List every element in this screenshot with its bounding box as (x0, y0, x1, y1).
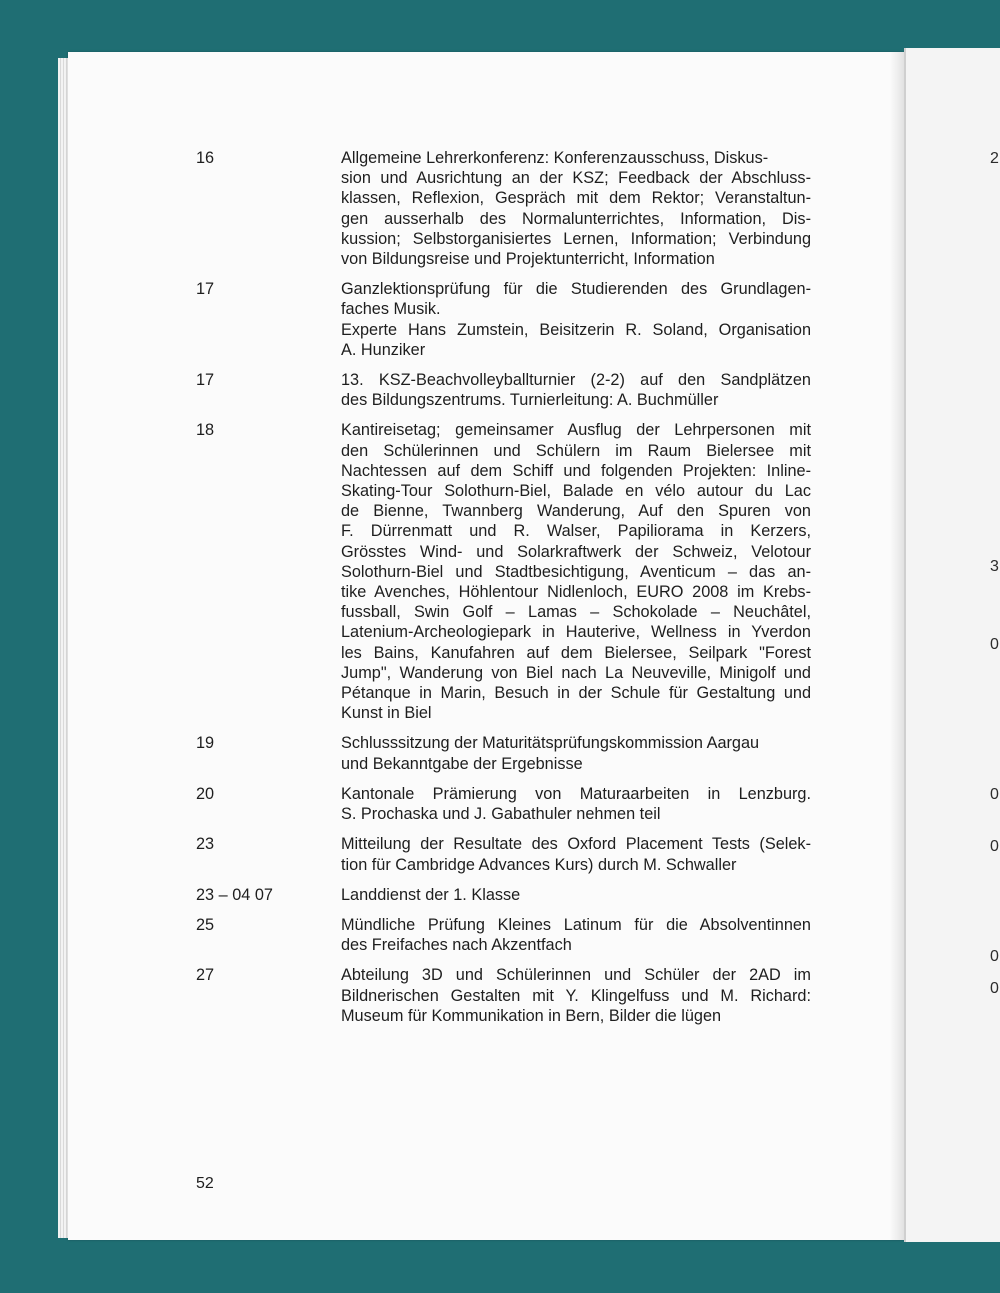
chronicle-entry (196, 420, 816, 723)
facing-page-char: 0 (990, 948, 999, 965)
entry-text (341, 784, 811, 824)
entry-text-line: Ganzlektionsprüfung für die Studierenden des Grundlagen- (341, 280, 811, 299)
entry-text-line: Pétanque in Marin, Besuch in der Schule für Gestaltung und (341, 684, 811, 703)
entry-text-line: Kantonale Prämierung von Maturaarbeiten in Lenzburg. (341, 784, 811, 803)
entry-text-line: Mitteilung der Resultate des Oxford Placement Tests (Selek- (341, 835, 811, 854)
chronicle-entry (196, 915, 816, 955)
chronicle-entry (196, 885, 816, 905)
entry-text-line: S. Prochaska und J. Gabathuler nehmen teil (341, 805, 661, 824)
entry-text (341, 915, 811, 955)
entry-text (341, 420, 811, 723)
facing-page-char: 0 (990, 838, 999, 855)
facing-page-char: 0 (990, 636, 999, 653)
chronicle-entry (196, 733, 816, 773)
entry-date: 19 (196, 734, 215, 753)
entry-text-line: tike Avenches, Höhlentour Nidlenloch, EURO 2008 im Krebs- (341, 583, 811, 602)
entry-text-line: Skating-Tour Solothurn-Biel, Balade en vélo autour du Lac (341, 482, 811, 501)
page-number: 52 (196, 1175, 214, 1192)
chronicle-entries (196, 148, 816, 1036)
entry-text-line: klassen, Reflexion, Gespräch mit dem Rektor; Veranstaltun- (341, 189, 811, 208)
entry-text-line: von Bildungsreise und Projektunterricht, Information (341, 250, 715, 269)
entry-text (341, 885, 811, 905)
entry-date: 23 – 04 07 (196, 885, 273, 904)
entry-text (341, 370, 811, 410)
entry-date: 18 (196, 421, 215, 440)
chronicle-entry (196, 279, 816, 360)
entry-text-line: fussball, Swin Golf – Lamas – Schokolade – Neuchâtel, (341, 603, 811, 622)
entry-text-line: Jump", Wanderung von Biel nach La Neuveville, Minigolf und (341, 663, 811, 682)
entry-text (341, 148, 811, 269)
entry-text-line: Experte Hans Zumstein, Beisitzerin R. Soland, Organisation (341, 320, 811, 339)
entry-date: 16 (196, 149, 215, 167)
entry-date: 25 (196, 915, 215, 934)
entry-date: 17 (196, 280, 215, 299)
facing-page-char: 0 (990, 980, 999, 997)
entry-text (341, 965, 811, 1026)
chronicle-entry (196, 834, 816, 874)
entry-text-line: Allgemeine Lehrerkonferenz: Konferenzausschuss, Diskus- (341, 149, 769, 167)
entry-text-line: F. Dürrenmatt und R. Walser, Papiliorama in Kerzers, (341, 522, 811, 541)
entry-text-line: Nachtessen auf dem Schiff und folgenden Projekten: Inline- (341, 461, 811, 480)
entry-text-line: Museum für Kommunikation in Bern, Bilder die lügen (341, 1006, 722, 1025)
entry-text-line: Grösstes Wind- und Solarkraftwerk der Schweiz, Velotour (341, 542, 811, 561)
entry-text-line: les Bains, Kanufahren auf dem Bielersee, Seilpark "Forest (341, 643, 811, 662)
facing-page-char: 2 (990, 150, 999, 167)
entry-text-line: Kunst in Biel (341, 704, 432, 723)
entry-text-line: den Schülerinnen und Schülern im Raum Bielersee mit (341, 441, 811, 460)
entry-text-line: sion und Ausrichtung an der KSZ; Feedback der Abschluss- (341, 169, 811, 188)
entry-text-line: Latenium-Archeologiepark in Hauterive, Wellness in Yverdon (341, 623, 811, 642)
entry-date: 27 (196, 966, 215, 985)
chronicle-entry (196, 148, 816, 269)
entry-text-line: Abteilung 3D und Schülerinnen und Schüler der 2AD im (341, 966, 811, 985)
entry-text-line: gen ausserhalb des Normalunterrichtes, Information, Dis- (341, 209, 811, 228)
entry-text (341, 279, 811, 360)
chronicle-entry (196, 370, 816, 410)
gutter-shadow (890, 52, 904, 1240)
chronicle-entry (196, 965, 816, 1026)
entry-date: 17 (196, 371, 215, 390)
entry-text-line: de Bienne, Twannberg Wanderung, Auf den Spuren von (341, 502, 811, 521)
entry-text-line: A. Hunziker (341, 340, 426, 359)
entry-text (341, 733, 811, 773)
entry-text-line: Mündliche Prüfung Kleines Latinum für die Absolventinnen (341, 915, 811, 934)
chronicle-entry (196, 784, 816, 824)
entry-text-line: Kantireisetag; gemeinsamer Ausflug der Lehrpersonen mit (341, 421, 811, 440)
entry-date: 20 (196, 784, 215, 803)
entry-text-line: Schlusssitzung der Maturitätsprüfungskommission Aargau (341, 734, 760, 753)
entry-text-line: tion für Cambridge Advances Kurs) durch M. Schwaller (341, 855, 737, 874)
entry-text-line: des Bildungszentrums. Turnierleitung: A. Buchmüller (341, 391, 719, 410)
entry-text-line: Bildnerischen Gestalten mit Y. Klingelfuss und M. Richard: (341, 986, 811, 1005)
facing-page (904, 48, 1000, 1242)
facing-page-char: 0 (990, 786, 999, 803)
entry-text-line: und Bekanntgabe der Ergebnisse (341, 754, 583, 773)
entry-text-line: kussion; Selbstorganisiertes Lernen, Information; Verbindung (341, 229, 811, 248)
entry-text-line: faches Musik. (341, 300, 441, 319)
entry-text-line: 13. KSZ-Beachvolleyballturnier (2-2) auf den Sandplätzen (341, 371, 811, 390)
facing-page-char: 3 (990, 558, 999, 575)
entry-date: 23 (196, 835, 215, 854)
entry-text-line: Solothurn-Biel und Stadtbesichtigung, Aventicum – das an- (341, 562, 811, 581)
entry-text-line: Landdienst der 1. Klasse (341, 885, 521, 904)
entry-text-line: des Freifaches nach Akzentfach (341, 936, 572, 955)
entry-text (341, 834, 811, 874)
